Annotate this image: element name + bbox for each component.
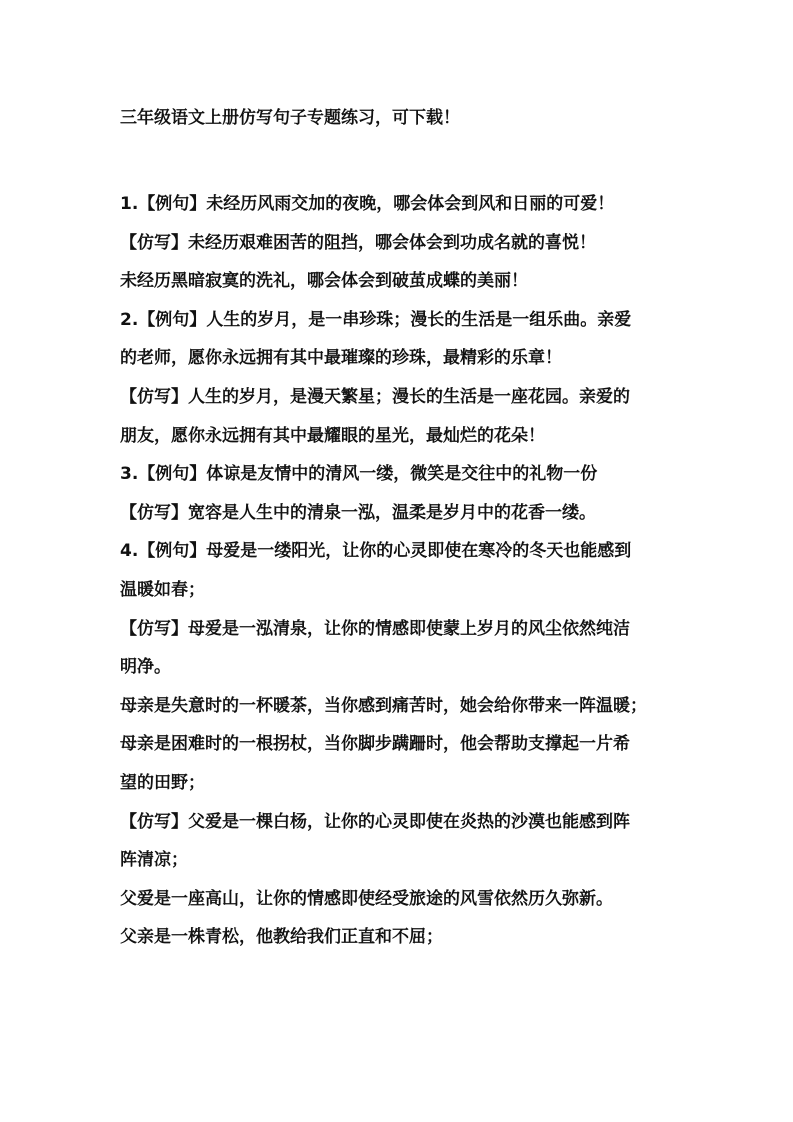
text-line-1: 1.【例句】未经历风雨交加的夜晚，哪会体会到风和日丽的可爱！ (120, 194, 615, 214)
text-line-19: 父爱是一座高山，让你的情感即使经受旅途的风雪依然历久弥新。 (120, 888, 613, 909)
text-line-9: 【仿写】宽容是人生中的清泉一泓，温柔是岁月中的花香一缕。 (120, 502, 596, 523)
text-line-12: 【仿写】母爱是一泓清泉，让你的情感即使蒙上岁月的风尘依然纯洁 (120, 618, 630, 639)
document-title: 三年级语文上册仿写句子专题练习，可下载！ (120, 108, 460, 128)
text-line-17: 【仿写】父爱是一棵白杨，让你的心灵即使在炎热的沙漠也能感到阵 (120, 811, 630, 832)
text-line-2: 【仿写】未经历艰难困苦的阻挡，哪会体会到功成名就的喜悦！ (120, 232, 596, 253)
text-line-15: 母亲是困难时的一根拐杖，当你脚步蹒跚时，他会帮助支撑起一片希 (120, 734, 630, 755)
text-line-3: 未经历黑暗寂寞的洗礼，哪会体会到破茧成蝶的美丽！ (120, 271, 528, 292)
text-line-11: 温暖如春； (120, 579, 205, 600)
text-line-10: 4.【例句】母爱是一缕阳光，让你的心灵即使在寒冷的冬天也能感到 (120, 541, 632, 562)
text-line-18: 阵清凉； (120, 850, 188, 871)
text-line-7: 朋友，愿你永远拥有其中最耀眼的星光，最灿烂的花朵！ (120, 425, 545, 446)
text-line-8: 3.【例句】体谅是友情中的清风一缕，微笑是交往中的礼物一份 (120, 464, 598, 485)
text-line-14: 母亲是失意时的一杯暖茶，当你感到痛苦时，她会给你带来一阵温暖； (120, 695, 647, 716)
text-line-5: 的老师，愿你永远拥有其中最璀璨的珍珠，最精彩的乐章！ (120, 348, 562, 369)
text-line-16: 望的田野； (120, 772, 205, 793)
text-line-20: 父亲是一株青松，他教给我们正直和不屈； (120, 927, 443, 948)
text-line-13: 明净。 (120, 657, 171, 678)
document-body (120, 104, 680, 957)
text-line-4: 2.【例句】人生的岁月，是一串珍珠；漫长的生活是一组乐曲。亲爱 (120, 309, 632, 330)
text-line-6: 【仿写】人生的岁月，是漫天繁星；漫长的生活是一座花园。亲爱的 (120, 386, 630, 407)
